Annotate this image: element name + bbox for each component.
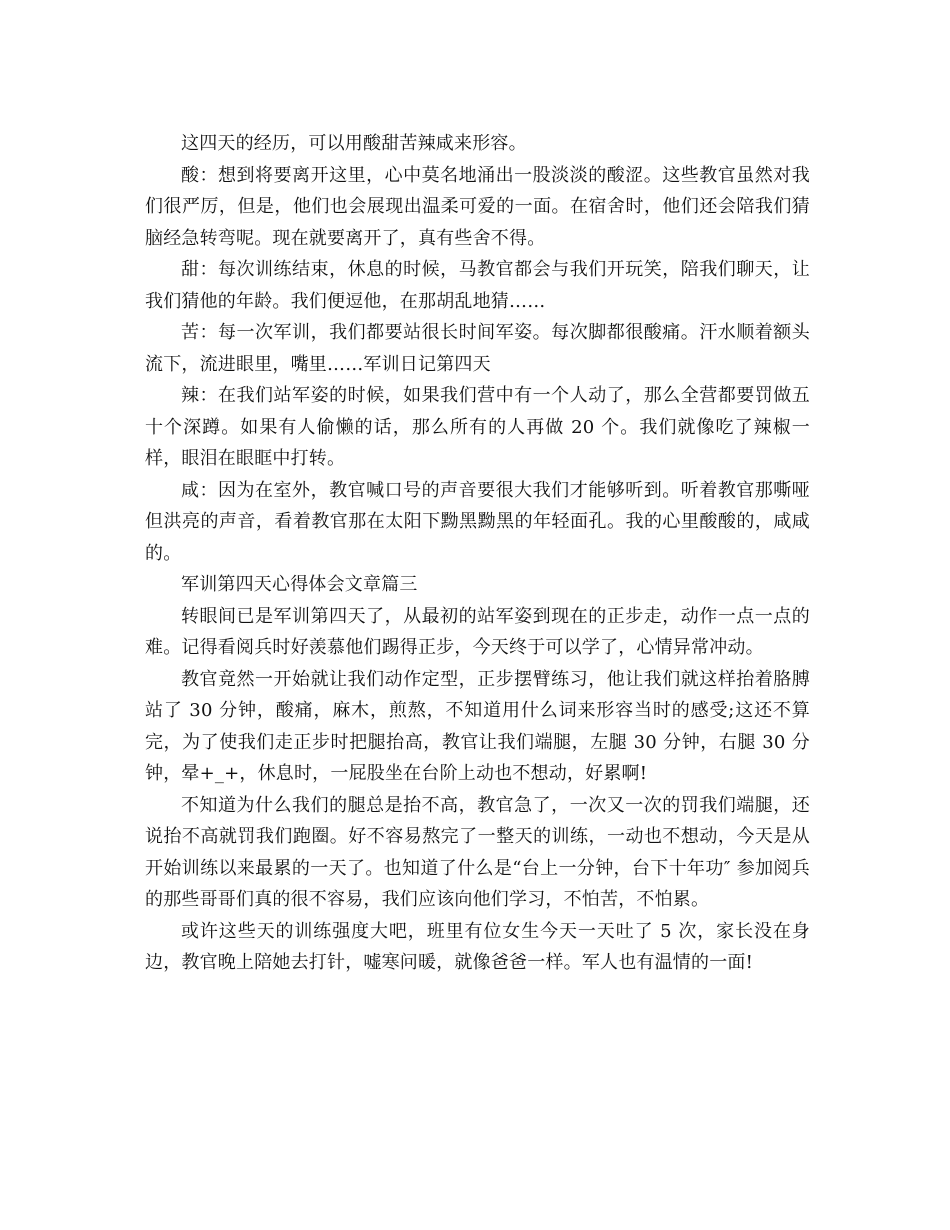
paragraph-sour: 酸：想到将要离开这里，心中莫名地涌出一股淡淡的酸涩。这些教官虽然对我们很严厉，但是，他们也会展现出温柔可爱的一面。在宿舍时，他们还会陪我们猜脑经急转弯呢。现在就要离开了，真有些舍不得。 — [145, 164, 810, 249]
paragraph-sweet: 甜：每次训练结束，休息的时候，马教官都会与我们开玩笑，陪我们聊天，让我们猜他的年龄。我们便逗他，在那胡乱地猜…… — [145, 259, 810, 312]
paragraph-bitter: 苦：每一次军训，我们都要站很长时间军姿。每次脚都很酸痛。汗水顺着额头流下，流进眼里，嘴里……军训日记第四天 — [145, 322, 810, 375]
paragraph-salty: 咸：因为在室外，教官喊口号的声音要很大我们才能够听到。听着教官那嘶哑但洪亮的声音，看着教官那在太阳下黝黑黝黑的年轻面孔。我的心里酸酸的，咸咸的。 — [145, 479, 810, 564]
section-heading: 军训第四天心得体会文章篇三 — [181, 574, 418, 595]
document-body — [145, 128, 810, 979]
paragraph-leg-raise: 不知道为什么我们的腿总是抬不高，教官急了，一次又一次的罚我们端腿，还说抬不高就罚我们跑圈。好不容易熬完了一整天的训练，一动也不想动，今天是从开始训练以来最累的一天了。也知道了什么是“台上一分钟，台下十年功″ 参加阅兵的那些哥哥们真的很不容易，我们应该向他们学习，不怕苦，不怕累。 — [145, 794, 810, 910]
paragraph-arm-swing: 教官竟然一开始就让我们动作定型，正步摆臂练习，他让我们就这样抬着胳膊站了 30 分钟，酸痛，麻木，煎熬，不知道用什么词来形容当时的感受;这还不算完，为了使我们走正步时把腿抬高，教官让我们端腿，左腿 30 分钟，右腿 30 分钟，晕+_+，休息时，一屁股坐在台阶上动也不想动，好累啊! — [145, 668, 810, 784]
paragraph-spicy: 辣：在我们站军姿的时候，如果我们营中有一个人动了，那么全营都要罚做五十个深蹲。如果有人偷懒的话，那么所有的人再做 20 个。我们就像吃了辣椒一样，眼泪在眼眶中打转。 — [145, 385, 810, 469]
paragraph-care: 或许这些天的训练强度大吧，班里有位女生今天一天吐了 5 次，家长没在身边，教官晚上陪她去打针，嘘寒问暖，就像爸爸一样。军人也有温情的一面! — [145, 920, 810, 973]
paragraph-intro: 这四天的经历，可以用酸甜苦辣咸来形容。 — [181, 133, 527, 154]
paragraph-day-four: 转眼间已是军训第四天了，从最初的站军姿到现在的正步走，动作一点一点的难。记得看阅兵时好羡慕他们踢得正步，今天终于可以学了，心情异常冲动。 — [145, 605, 810, 658]
